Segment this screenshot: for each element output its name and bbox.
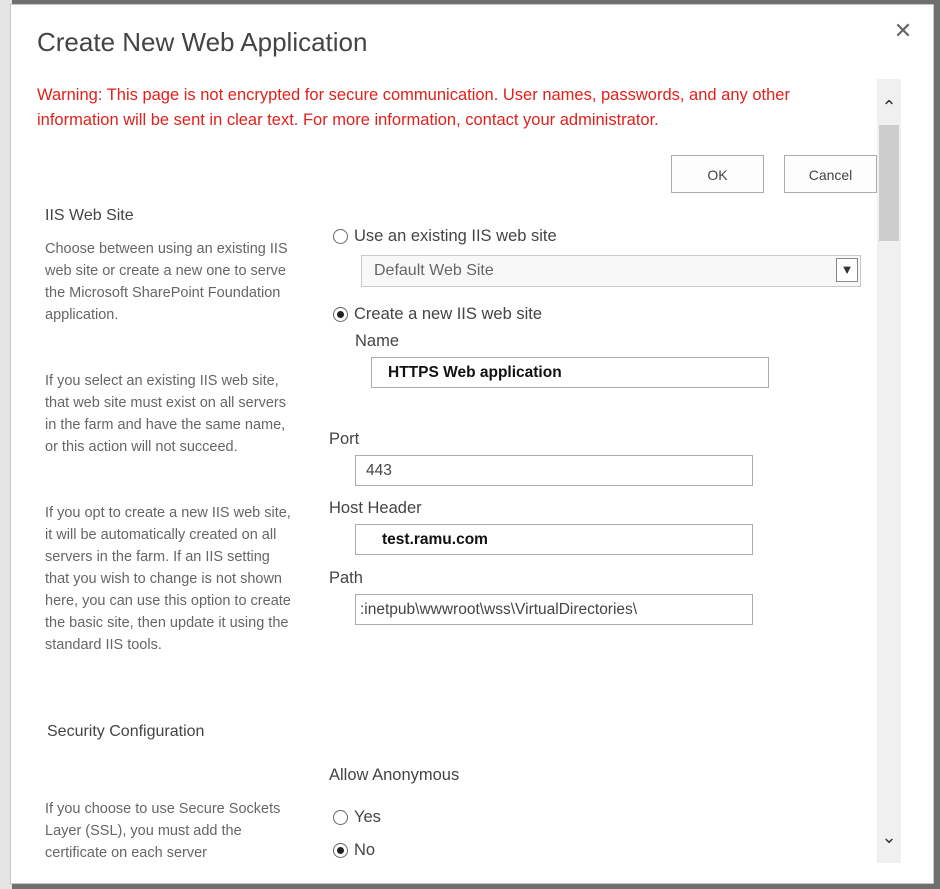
vertical-scrollbar[interactable] xyxy=(877,79,901,863)
security-section-title: Security Configuration xyxy=(47,723,205,740)
dialog-content xyxy=(11,79,877,869)
create-new-radio[interactable] xyxy=(333,307,348,322)
existing-site-select[interactable] xyxy=(361,255,861,287)
path-label: Path xyxy=(329,569,363,587)
name-input[interactable]: HTTPS Web application xyxy=(371,357,769,388)
iis-description-3: If you opt to create a new IIS web site, it will be automatically created on all servers in the farm. If an IIS setting that you wish to change is not shown here, you can use this option to create the basic site, then update it using the standard IIS tools. xyxy=(45,505,291,653)
allow-anonymous-label: Allow Anonymous xyxy=(329,766,460,784)
iis-description-2: If you select an existing IIS web site, that web site must exist on all servers in the farm and have the same name, or this action will not succeed. xyxy=(45,373,286,455)
iis-description-1: Choose between using an existing IIS web site or create a new one to serve the Microsoft SharePoint Foundation application. xyxy=(45,241,288,323)
security-description: If you choose to use Secure Sockets Layer (SSL), you must add the certificate on each server xyxy=(45,801,281,861)
security-warning: Warning: This page is not encrypted for secure communication. User names, passwords, and any other information will be sent in clear text. For more information, contact your administrator. xyxy=(37,86,790,129)
chevron-up-icon[interactable]: ⌃ xyxy=(881,97,897,117)
use-existing-label: Use an existing IIS web site xyxy=(354,227,557,245)
path-input[interactable]: :inetpub\wwwroot\wss\VirtualDirectories\ xyxy=(355,594,753,625)
create-new-label: Create a new IIS web site xyxy=(354,305,543,323)
scroll-thumb[interactable] xyxy=(879,125,899,241)
anonymous-no-option[interactable] xyxy=(333,841,375,860)
chevron-down-icon[interactable]: ⌄ xyxy=(881,827,897,847)
create-new-site-option[interactable] xyxy=(333,305,542,324)
use-existing-radio[interactable] xyxy=(333,229,348,244)
cancel-button[interactable]: Cancel xyxy=(784,155,877,193)
host-header-label: Host Header xyxy=(329,499,422,517)
anonymous-no-radio[interactable] xyxy=(333,843,348,858)
port-label: Port xyxy=(329,430,360,448)
port-input[interactable]: 443 xyxy=(355,455,753,486)
dialog-title: Create New Web Application xyxy=(37,27,368,57)
host-header-input[interactable]: test.ramu.com xyxy=(355,524,753,555)
ok-button[interactable]: OK xyxy=(671,155,764,193)
chevron-down-icon[interactable]: ▼ xyxy=(836,258,858,282)
create-web-application-dialog xyxy=(10,4,934,884)
anonymous-no-label: No xyxy=(354,841,376,859)
name-label: Name xyxy=(355,332,400,350)
iis-section-title: IIS Web Site xyxy=(45,207,134,224)
use-existing-site-option[interactable] xyxy=(333,227,557,246)
existing-site-value: Default Web Site xyxy=(374,262,494,279)
close-icon[interactable]: ✕ xyxy=(893,18,913,43)
anonymous-yes-option[interactable] xyxy=(333,808,381,827)
anonymous-yes-radio[interactable] xyxy=(333,810,348,825)
anonymous-yes-label: Yes xyxy=(354,808,381,826)
